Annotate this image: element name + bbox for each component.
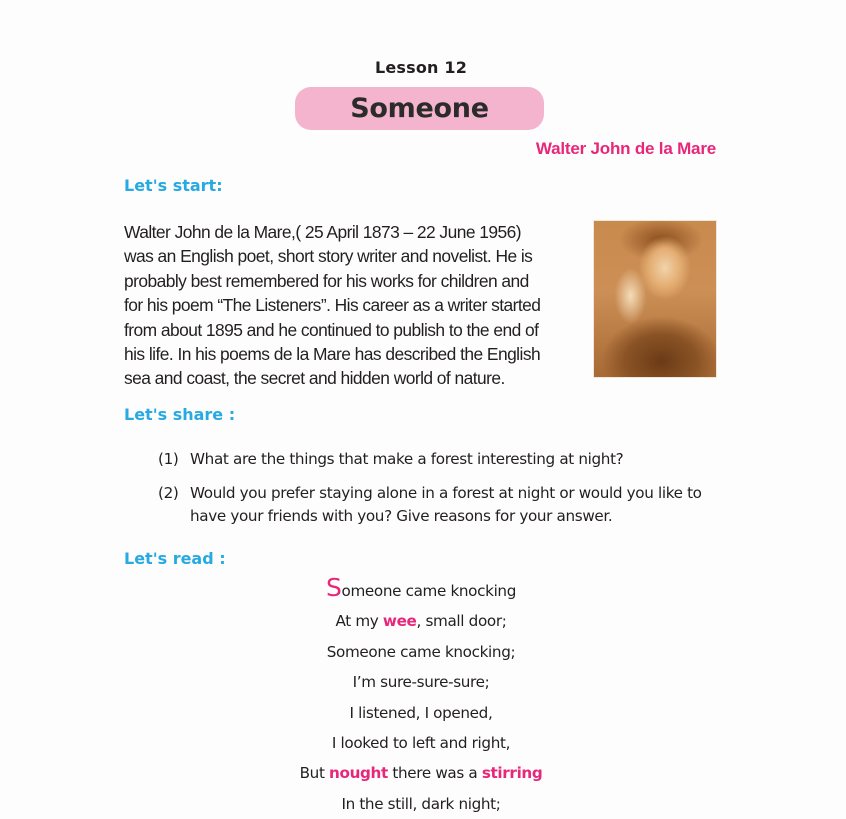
lesson-number: Lesson 12 [374, 58, 468, 77]
question-item [158, 482, 728, 528]
title-banner [295, 87, 544, 130]
poem-line: I listened, I opened, [349, 703, 493, 722]
poem-line: Someone came knocking; [326, 642, 516, 661]
poem-line: I looked to left and right, [331, 733, 511, 752]
lets-share-heading: Let's share : [124, 405, 236, 424]
bio-line: sea and coast, the secret and hidden world of nature. [124, 368, 505, 389]
bio-line: was an English poet, short story writer and novelist. He is [124, 246, 533, 267]
discussion-questions [158, 448, 728, 539]
poem-line-text: there was a [387, 764, 482, 783]
poem-line [0, 606, 842, 636]
drop-cap: S [325, 573, 342, 602]
poem-line-text: omeone came knocking [341, 582, 517, 600]
poem-line [0, 573, 842, 606]
poem-line [0, 758, 842, 788]
question-number: (1) [158, 450, 179, 468]
bio-line: from about 1895 and he continued to publish to the end of [124, 319, 539, 340]
bio-line: for his poem “The Listeners”. His career as a writer started [124, 295, 541, 316]
poem-line-text: But [299, 764, 330, 783]
lesson-title: Someone [350, 93, 489, 124]
highlighted-word: nought [329, 764, 388, 783]
author-portrait-image [593, 220, 717, 378]
lets-start-heading: Let's start: [124, 176, 223, 195]
lets-read-heading: Let's read : [124, 549, 226, 568]
poem-text [0, 573, 842, 819]
question-item [158, 448, 728, 471]
author-name: Walter John de la Mare [535, 139, 716, 158]
question-number: (2) [158, 484, 179, 502]
bio-line: his life. In his poems de la Mare has described the English [124, 344, 541, 365]
poem-line-text: , small door; [416, 612, 507, 631]
highlighted-word: stirring [481, 764, 543, 783]
bio-line: Walter John de la Mare,( 25 April 1873 – 22 June 1956) [124, 222, 521, 242]
question-text: What are the things that make a forest interesting at night? [190, 450, 624, 468]
bio-line: probably best remembered for his works for children and [124, 270, 529, 291]
poem-line: I’m sure-sure-sure; [352, 673, 490, 692]
author-bio-paragraph [124, 220, 572, 391]
question-text: Would you prefer staying alone in a forest at night or would you like to have your friends with you? Give reasons for your answer. [190, 484, 702, 525]
highlighted-word: wee [382, 612, 417, 631]
poem-line-text: At my [335, 612, 383, 631]
poem-line: In the still, dark night; [341, 794, 501, 813]
